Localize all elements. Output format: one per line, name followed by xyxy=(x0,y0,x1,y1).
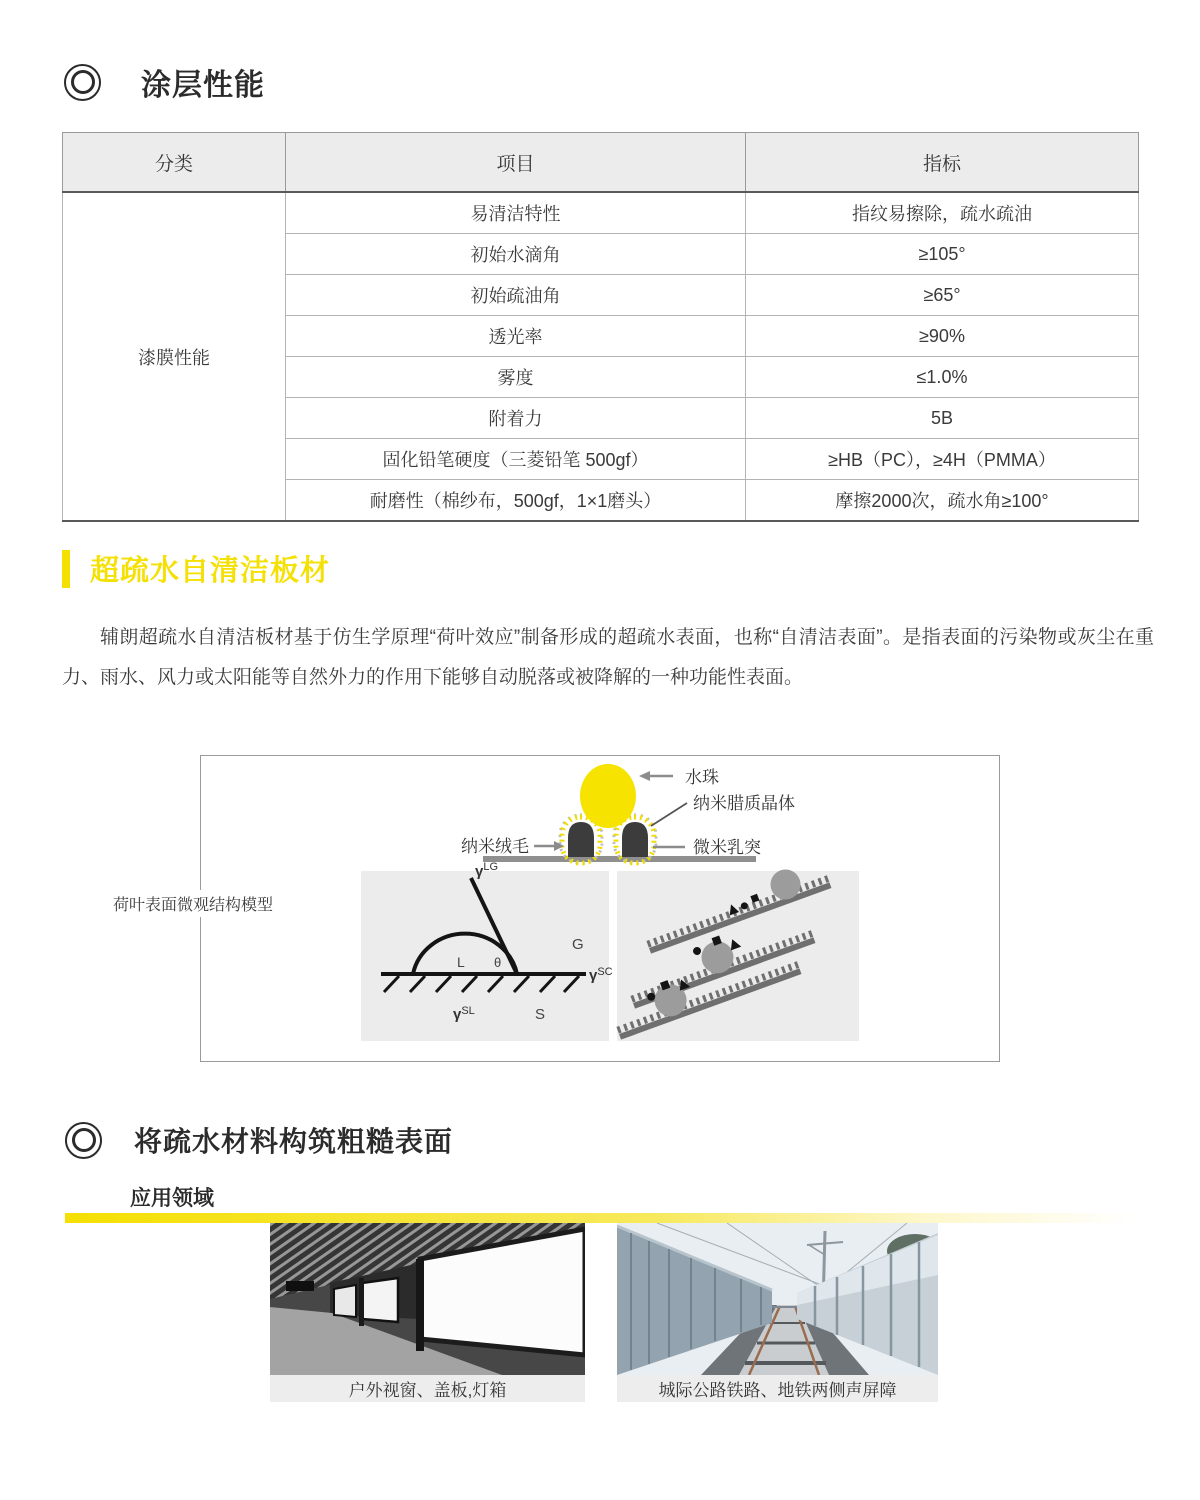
table-header-row xyxy=(63,133,1139,193)
yellow-gradient-divider xyxy=(65,1213,1135,1223)
photo-caption: 城际公路铁路、地铁两侧声屏障 xyxy=(617,1375,938,1402)
application-photo-railway xyxy=(617,1223,938,1375)
lotus-structure-diagram xyxy=(200,755,1000,1062)
label-gamma-lg: $\gamma^{LG}$ xyxy=(475,861,499,880)
item-cell: 易清洁特性 xyxy=(286,192,746,234)
label-gamma-sl: $\gamma^{SL}$ xyxy=(453,1005,475,1023)
item-cell: 附着力 xyxy=(286,398,746,439)
value-cell: 5B xyxy=(746,398,1139,439)
arrow-icon xyxy=(639,771,650,781)
item-cell: 初始疏油角 xyxy=(286,275,746,316)
lotus-structure-svg xyxy=(201,756,999,1061)
yellow-bar-icon xyxy=(62,550,70,588)
micro-papilla-shape xyxy=(568,822,594,857)
label-l: L xyxy=(457,954,465,970)
table-row xyxy=(63,192,1139,234)
double-circle-icon xyxy=(65,1122,102,1159)
section-header-rough-surface xyxy=(65,1120,453,1160)
application-card-railway xyxy=(617,1223,938,1402)
label-water-drop: 水珠 xyxy=(685,768,719,787)
col-header-spec: 指标 xyxy=(746,133,1139,193)
value-cell: 摩擦2000次，疏水角≥100° xyxy=(746,480,1139,522)
lightbox-small xyxy=(334,1285,356,1317)
value-cell: 指纹易擦除，疏水疏油 xyxy=(746,192,1139,234)
item-cell: 固化铅笔硬度（三菱铅笔 500gf） xyxy=(286,439,746,480)
post xyxy=(359,1278,364,1326)
section-header-superhydrophobic xyxy=(62,548,330,589)
application-photo-lightbox xyxy=(270,1223,585,1375)
label-theta: θ xyxy=(494,955,502,970)
section-title-yellow: 超疏水自清洁板材 xyxy=(90,555,331,587)
value-cell: ≥105° xyxy=(746,234,1139,275)
col-header-item: 项目 xyxy=(286,133,746,193)
item-cell: 透光率 xyxy=(286,316,746,357)
label-nano-wax: 纳米腊质晶体 xyxy=(693,794,795,813)
label-s: S xyxy=(535,1006,546,1023)
col-header-category: 分类 xyxy=(63,133,286,193)
value-cell: ≥90% xyxy=(746,316,1139,357)
label-gamma-sc: $\gamma^{SC}$ xyxy=(589,966,613,984)
section-header-coating-performance xyxy=(64,60,265,104)
item-cell: 耐磨性（棉纱布，500gf，1×1磨头） xyxy=(286,480,746,522)
double-circle-icon xyxy=(64,64,101,101)
application-card-lightbox xyxy=(270,1223,585,1402)
contact-angle-panel xyxy=(361,871,609,1041)
double-circle-icon-inner xyxy=(72,1128,96,1152)
section-title: 将疏水材料构筑粗糙表面 xyxy=(134,1126,454,1157)
item-cell: 初始水滴角 xyxy=(286,234,746,275)
coating-performance-table xyxy=(62,132,1139,522)
subsection-title-applications: 应用领域 xyxy=(130,1187,214,1210)
intro-paragraph: 辅朗超疏水自清洁板材基于仿生学原理“荷叶效应”制备形成的超疏水表面，也称“自清洁表面”。是指表面的污染物或灰尘在重力、雨水、风力或太阳能等自然外力的作用下能够自动脱落或被降解的一种功能性表面。 xyxy=(62,627,1154,688)
post xyxy=(416,1259,424,1351)
value-cell: ≥65° xyxy=(746,275,1139,316)
label-nano-fluff: 纳米绒毛 xyxy=(461,837,529,856)
photo-caption: 户外视窗、盖板,灯箱 xyxy=(270,1375,585,1402)
water-drop-shape xyxy=(580,764,636,828)
lightbox-mid xyxy=(362,1278,398,1322)
micro-papilla-shape xyxy=(622,822,648,857)
value-cell: ≤1.0% xyxy=(746,357,1139,398)
label-g: G xyxy=(572,936,584,953)
value-cell: ≥HB（PC），≥4H（PMMA） xyxy=(746,439,1139,480)
callout-line xyxy=(651,803,687,826)
self-cleaning-panel xyxy=(617,871,859,1041)
label-micro-papilla: 微米乳突 xyxy=(693,838,761,857)
diagram-side-label: 荷叶表面微观结构模型 xyxy=(113,890,279,917)
sign xyxy=(286,1281,314,1291)
double-circle-icon-inner xyxy=(71,70,95,94)
category-cell: 漆膜性能 xyxy=(63,192,286,521)
item-cell: 雾度 xyxy=(286,357,746,398)
section-title: 涂层性能 xyxy=(141,69,265,102)
